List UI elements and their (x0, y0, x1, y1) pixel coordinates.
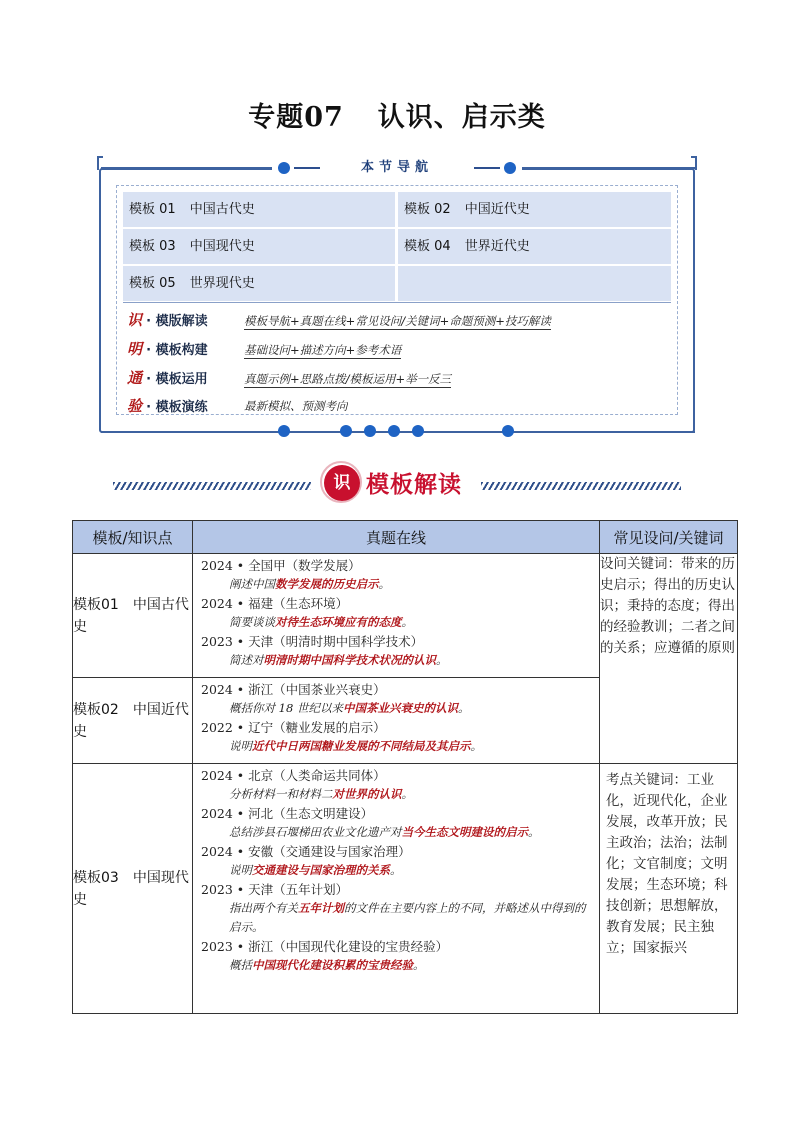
nav-corner-left-v (97, 156, 99, 170)
guide-row (127, 337, 208, 361)
module-code: 模板 03 (129, 239, 176, 254)
guide-row (127, 366, 208, 390)
title-name: 认识、启示类 (377, 102, 546, 133)
entry-head: 2023 • 天津（明清时期中国科学技术） (201, 634, 424, 649)
entry-head: 2024 • 浙江（中国茶业兴衰史） (201, 682, 386, 697)
template-table (72, 520, 738, 1014)
module-code: 模板 02 (404, 202, 451, 217)
exam-cell (193, 678, 600, 764)
keyword-text: 考点关键词：工业化，近现代化，企业发展，改革开放；民主政治；法治；法制化；文官制度；文明发展；生态环境；科技创新；思想解放，教育发展；民主独立；国家振兴 (606, 772, 728, 956)
nav-dot-icon (412, 425, 424, 437)
title-prefix: 专题 (248, 102, 305, 133)
guide-name: · 模板演练 (146, 400, 208, 413)
nav-bottom-dash (474, 431, 500, 433)
guide-char: 通 (127, 369, 143, 387)
entry-text: 阐述中国数学发展的历史启示。 (229, 577, 390, 591)
entry-head: 2023 • 浙江（中国现代化建设的宝贵经验） (201, 939, 449, 954)
nav-dot-icon (388, 425, 400, 437)
nav-bottom-line-left (101, 431, 279, 433)
guide-desc: 真题示例+思路点拨/模板运用+举一反三 (244, 372, 452, 386)
section-banner (113, 465, 681, 505)
exam-cell (193, 764, 600, 1014)
nav-module-item[interactable] (123, 266, 395, 301)
guide-row (127, 308, 208, 332)
entry-head: 2024 • 全国甲（数学发展） (201, 558, 361, 573)
nav-heading (272, 156, 522, 180)
page-title (0, 95, 794, 134)
entry-text: 指出两个有关五年计划的文件在主要内容上的不同，并略述从中得到的启示。 (229, 901, 586, 934)
title-number: 07 (304, 102, 344, 133)
guide-name: · 模板构建 (146, 343, 208, 358)
module-code: 模板 05 (129, 276, 176, 291)
nav-module-item[interactable] (123, 229, 395, 264)
nav-dot-icon (502, 425, 514, 437)
entry-head: 2024 • 北京（人类命运共同体） (201, 768, 386, 783)
nav-module-item[interactable] (123, 192, 395, 227)
module-name: 世界现代史 (189, 276, 255, 291)
column-header: 模板/知识点 (73, 521, 193, 554)
guide-char: 识 (127, 311, 143, 329)
template-cell: 模板01 中国古代史 (73, 554, 193, 678)
keyword-cell (600, 764, 738, 1014)
nav-bottom-line-right (515, 431, 695, 433)
nav-bottom-dash (294, 431, 320, 433)
guide-name: · 模版解读 (146, 314, 208, 329)
nav-module-empty (398, 266, 671, 301)
table-row (73, 764, 738, 1014)
nav-module-item[interactable] (398, 192, 671, 227)
module-name: 中国现代史 (189, 239, 255, 254)
entry-text: 概括中国现代化建设积累的宝贵经验。 (229, 958, 425, 972)
guide-name: · 模板运用 (146, 372, 208, 387)
guide-desc: 最新模拟、预测考向 (244, 399, 348, 411)
entry-head: 2024 • 河北（生态文明建设） (201, 806, 374, 821)
exam-cell (193, 554, 600, 678)
guide-desc: 模板导航+真题在线+常见设问/关键词+命题预测+技巧解读 (244, 314, 551, 328)
entry-text: 说明近代中日两国糖业发展的不同结局及其启示。 (229, 739, 482, 753)
seal-icon: 识 (324, 465, 360, 501)
entry-text: 分析材料一和材料二对世界的认识。 (229, 787, 413, 801)
column-header: 常见设问/关键词 (600, 521, 738, 554)
guide-char: 验 (127, 397, 143, 413)
table-row (73, 554, 738, 678)
nav-heading-label: 本节导航 (360, 160, 433, 175)
entry-text: 说明交通建设与国家治理的关系。 (229, 863, 402, 877)
entry-head: 2023 • 天津（五年计划） (201, 882, 349, 897)
entry-head: 2024 • 福建（生态环境） (201, 596, 349, 611)
module-code: 模板 01 (129, 202, 176, 217)
nav-top-line-right (513, 167, 696, 169)
guide-row (127, 394, 208, 413)
nav-grid-bottom-rule (123, 302, 671, 303)
entry-text: 简述对明清时期中国科学技术状况的认识。 (229, 653, 448, 667)
guide-char: 明 (127, 340, 143, 358)
entry-text: 简要谈谈对待生态环境应有的态度。 (229, 615, 413, 629)
nav-dot-icon (278, 425, 290, 437)
nav-module-item[interactable] (398, 229, 671, 264)
entry-text: 总结涉县石堰梯田农业文化遗产对当今生态文明建设的启示。 (229, 825, 540, 839)
template-cell: 模板02 中国近代史 (73, 678, 193, 764)
nav-top-line-left (101, 167, 281, 169)
section-label: 模板解读 (366, 471, 462, 498)
entry-head: 2024 • 安徽（交通建设与国家治理） (201, 844, 411, 859)
module-name: 中国近代史 (464, 202, 530, 217)
guide-desc: 基础设问+描述方向+参考术语 (244, 343, 402, 357)
column-header: 真题在线 (193, 521, 600, 554)
module-name: 中国古代史 (189, 202, 255, 217)
module-name: 世界近代史 (464, 239, 530, 254)
entry-head: 2022 • 辽宁（糖业发展的启示） (201, 720, 386, 735)
banner-stripe-left (113, 482, 311, 490)
template-cell: 模板03 中国现代史 (73, 764, 193, 1014)
module-code: 模板 04 (404, 239, 451, 254)
table-header-row (73, 521, 738, 554)
keyword-cell: 设问关键词：带来的历史启示；得出的历史认识；秉持的态度；得出的经验教训；二者之间的关系；应遵循的原则 (600, 554, 738, 764)
entry-text: 概括你对 18 世纪以来中国茶业兴衰史的认识。 (229, 701, 470, 715)
nav-dot-icon (364, 425, 376, 437)
nav-dot-icon (340, 425, 352, 437)
banner-stripe-right (481, 482, 681, 490)
